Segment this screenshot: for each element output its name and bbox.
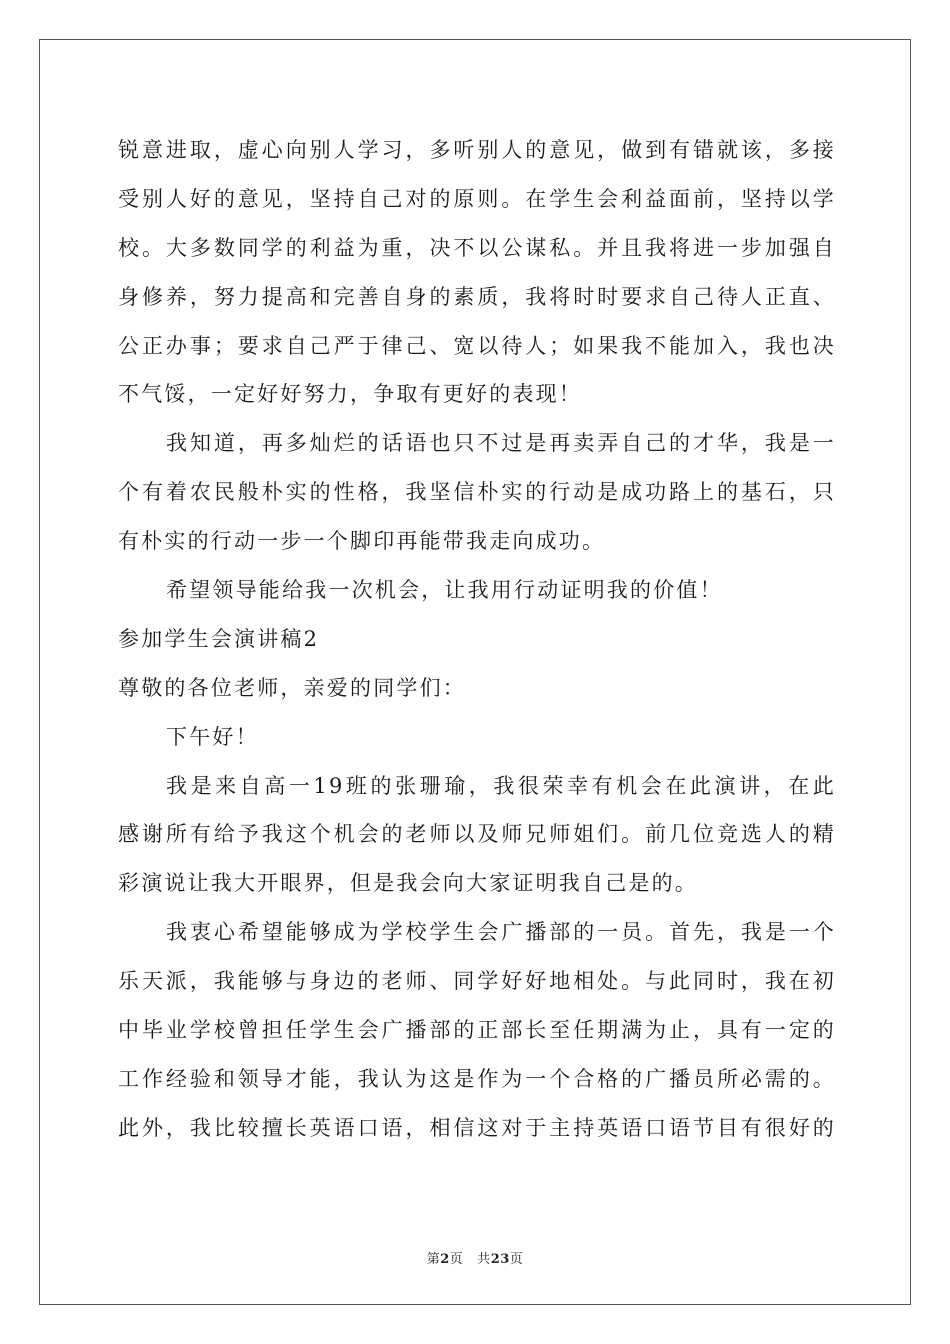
text-line: 公正办事；要求自己严于律己、宽以待人；如果我不能加入，我也决 — [118, 333, 836, 358]
page-footer — [0, 1248, 950, 1267]
text-line: 希望领导能给我一次机会，让我用行动证明我的价值！ — [166, 578, 723, 603]
text-line: 感谢所有给予我这个机会的老师以及师兄师姐们。前几位竞选人的精 — [118, 822, 836, 847]
text-line: 不气馁，一定好好努力，争取有更好的表现！ — [118, 382, 582, 407]
text-line: 工作经验和领导才能，我认为这是作为一个合格的广播员所必需的。 — [118, 1066, 836, 1091]
text-line: 个有着农民般朴实的性格，我坚信朴实的行动是成功路上的基石，只 — [118, 480, 836, 505]
text-line: 中毕业学校曾担任学生会广播部的正部长至任期满为止，具有一定的 — [118, 1018, 836, 1043]
text-line: 锐意进取，虚心向别人学习，多听别人的意见，做到有错就该，多接 — [118, 138, 836, 162]
text-line: 身修养，努力提高和完善自身的素质，我将时时要求自己待人正直、 — [118, 284, 836, 309]
text-line: 下午好！ — [166, 724, 259, 749]
text-line: 参加学生会演讲稿2 — [118, 626, 320, 651]
text-line: 我衷心希望能够成为学校学生会广播部的一员。首先，我是一个 — [166, 920, 836, 945]
text-line: 乐天派，我能够与身边的老师、同学好好地相处。与此同时，我在初 — [118, 969, 836, 994]
footer-page-label: 第 — [426, 1252, 441, 1267]
text-line: 有朴实的行动一步一个脚印再能带我走向成功。 — [118, 529, 606, 554]
footer-total-suffix: 页 — [509, 1252, 524, 1267]
text-line: 尊敬的各位老师，亲爱的同学们： — [118, 675, 466, 700]
text-line: 我是来自高一19班的张珊瑜，我很荣幸有机会在此演讲，在此 — [166, 773, 836, 798]
footer-total-pages: 23 — [490, 1252, 510, 1267]
document-body — [118, 126, 836, 1153]
footer-page-suffix: 页 — [449, 1252, 464, 1267]
text-line: 此外，我比较擅长英语口语，相信这对于主持英语口语节目有很好的 — [118, 1115, 836, 1140]
footer-total-label: 共 — [477, 1252, 491, 1267]
text-line: 彩演说让我大开眼界，但是我会向大家证明我自己是的。 — [118, 871, 698, 896]
footer-page-number: 2 — [440, 1252, 450, 1267]
text-line: 校。大多数同学的利益为重，决不以公谋私。并且我将进一步加强自 — [118, 235, 836, 260]
text-line: 我知道，再多灿烂的话语也只不过是再卖弄自己的才华，我是一 — [166, 431, 836, 456]
text-line: 受别人好的意见，坚持自己对的原则。在学生会利益面前，坚持以学 — [118, 186, 836, 211]
